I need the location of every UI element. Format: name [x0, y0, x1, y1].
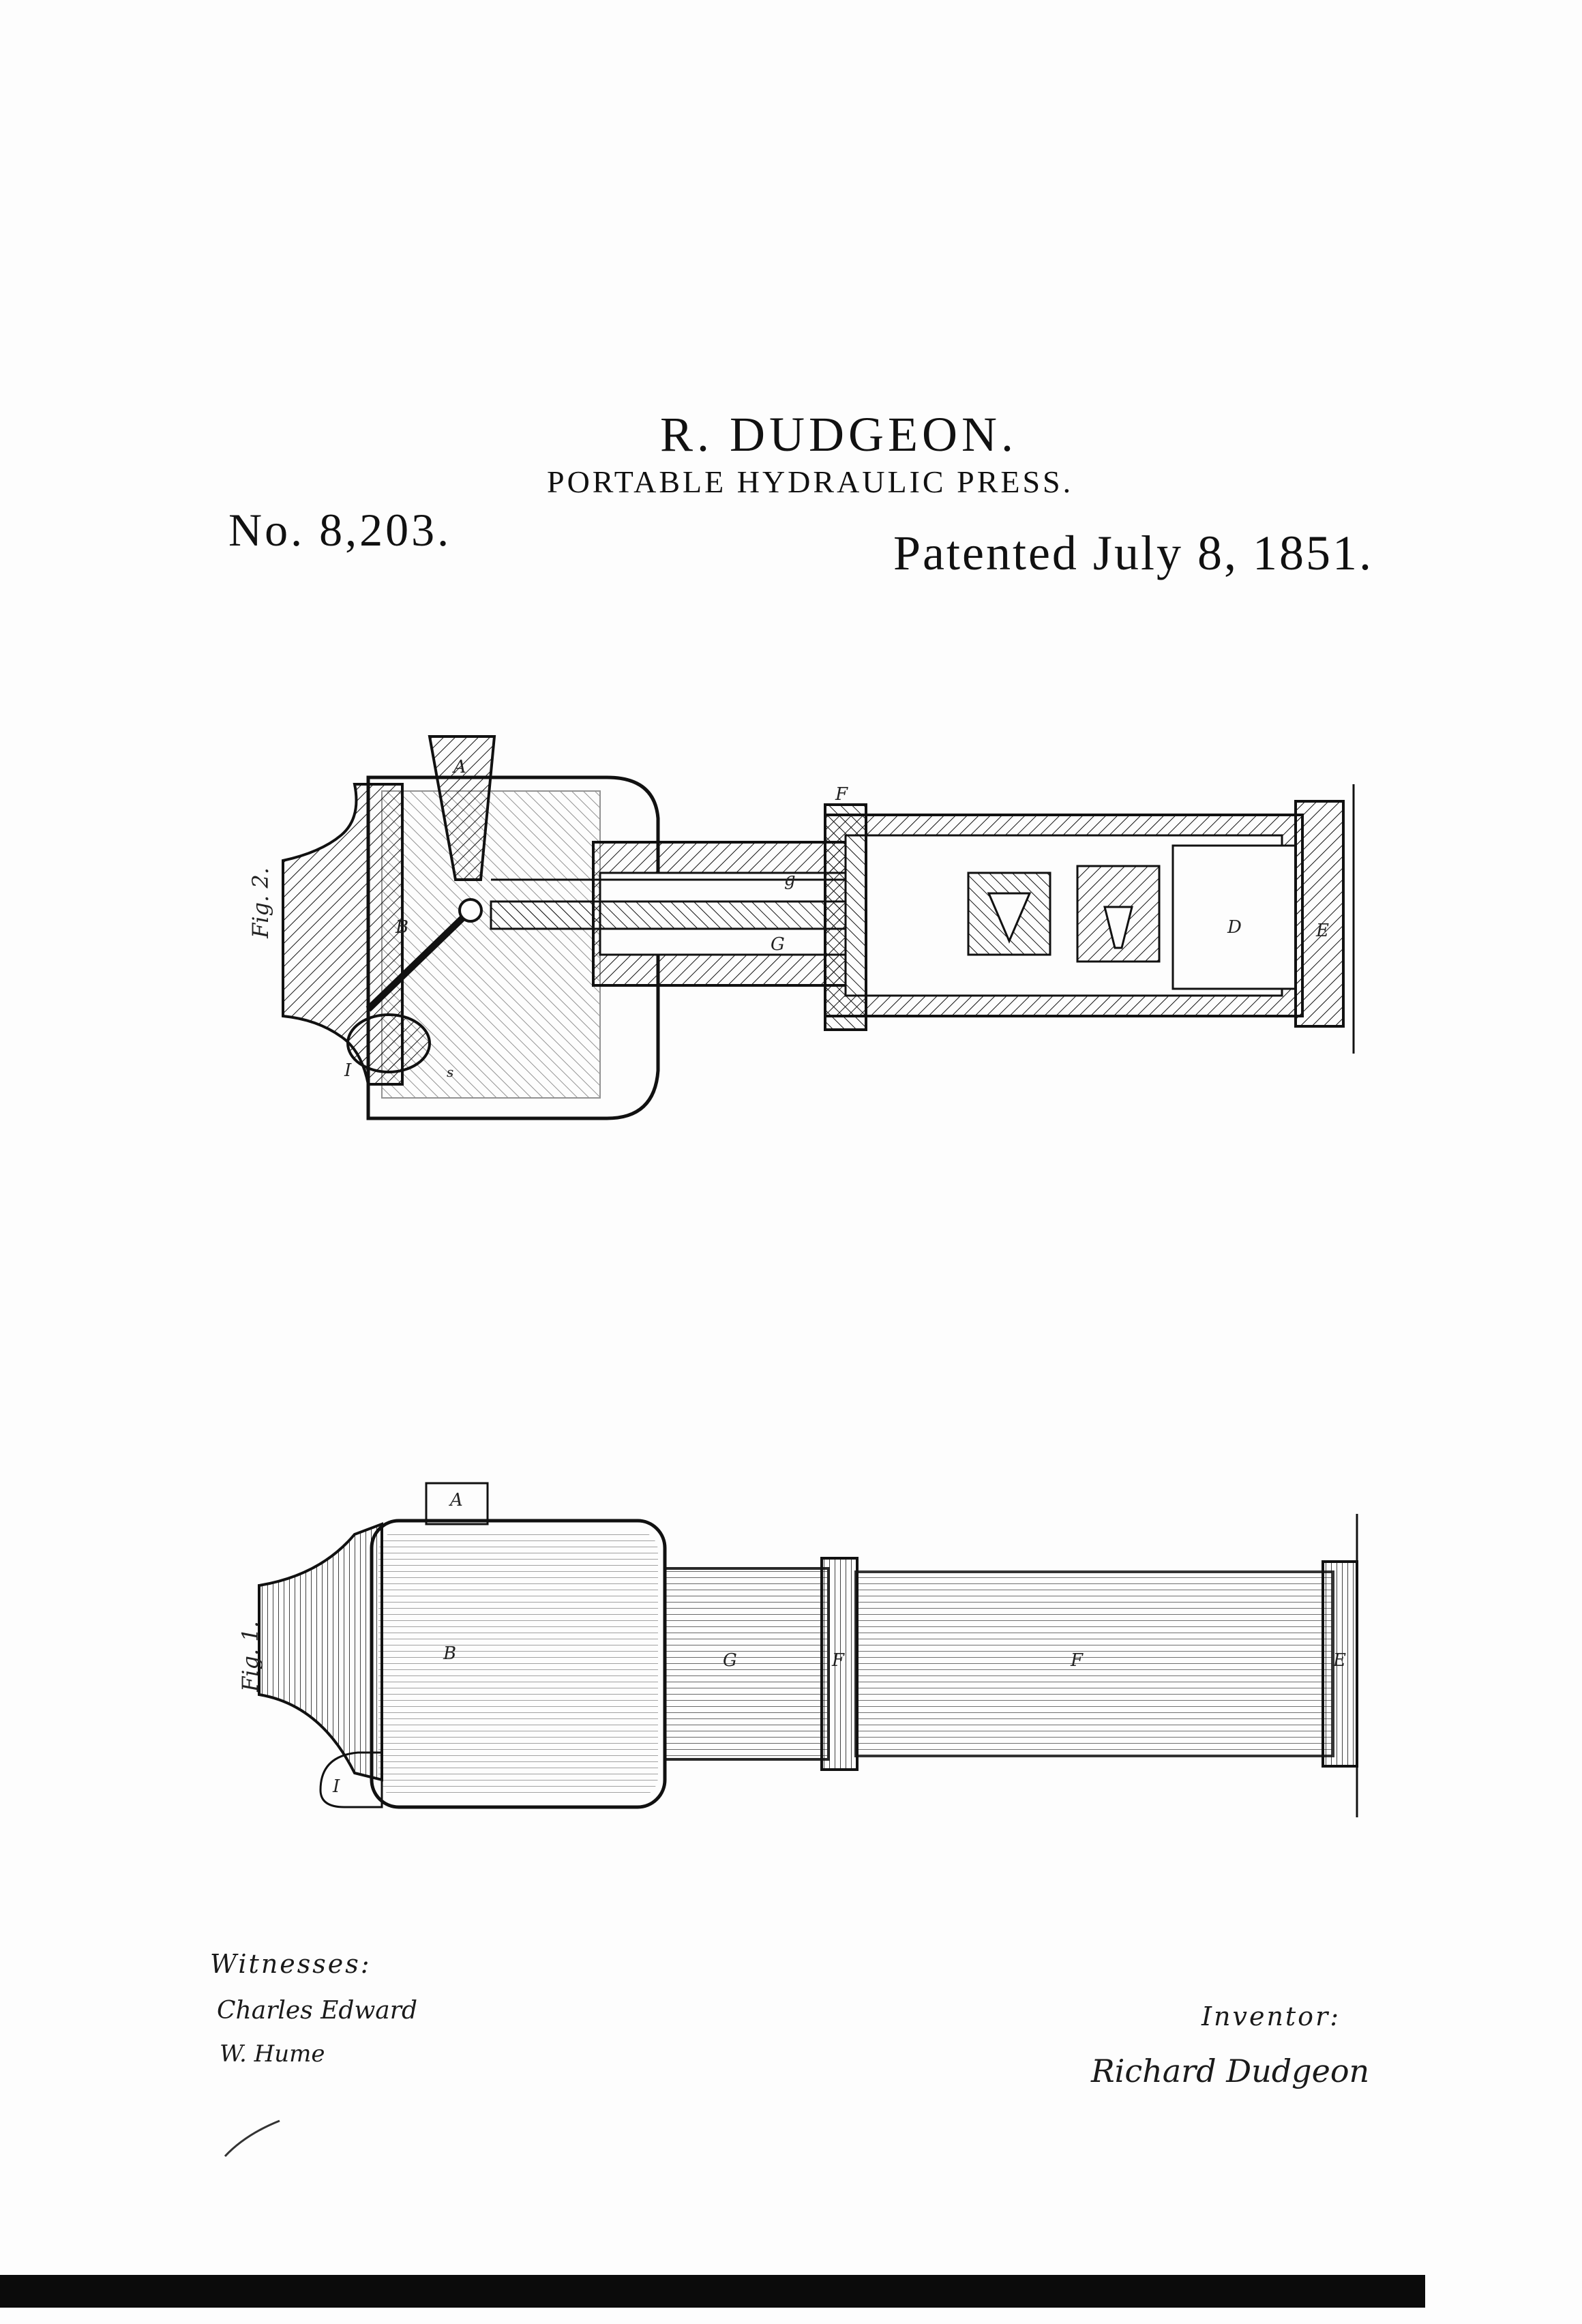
fig1-letter-f-collar: F — [832, 1650, 845, 1671]
fig2-letter-a: A — [453, 757, 466, 777]
witnesses-label: Witnesses: — [210, 1949, 372, 1979]
fig2-letter-g: G — [771, 934, 785, 955]
fig2-label: Fig. 2. — [247, 867, 273, 938]
fig1-barrel — [856, 1572, 1333, 1756]
inventor-label: Inventor: — [1202, 2001, 1341, 2031]
fig1-letter-a: A — [450, 1490, 463, 1510]
fig2-lever-grip — [348, 1015, 430, 1072]
fig2-letter-e: E — [1316, 921, 1329, 941]
fig2-letter-d: D — [1227, 917, 1242, 938]
fig1-label: Fig. 1. — [237, 1621, 263, 1692]
fig2-collar — [825, 805, 866, 1030]
fig1-letter-i: I — [333, 1776, 340, 1797]
fig2-letter-i: I — [344, 1060, 352, 1081]
witness-signature-2: W. Hume — [220, 2040, 325, 2068]
fig2-end-cap — [1296, 801, 1343, 1026]
figure-1-exterior-view — [259, 1483, 1357, 1817]
fig1-head-flare — [259, 1524, 382, 1780]
scan-border-bar — [0, 2275, 1425, 2308]
fig2-letter-g-lower: g — [784, 869, 796, 890]
witness-flourish — [225, 2121, 280, 2156]
patent-date: Patented July 8, 1851. — [893, 526, 1373, 580]
witness-signature-1: Charles Edward — [217, 1997, 417, 2025]
inventor-name: R. DUDGEON. — [660, 407, 1017, 462]
fig1-letter-e: E — [1333, 1650, 1346, 1671]
inventor-signature: Richard Dudgeon — [1091, 2053, 1370, 2089]
fig1-letter-f-barrel: F — [1071, 1650, 1084, 1671]
fig1-letter-b: B — [443, 1643, 457, 1664]
fig1-pump-tube — [665, 1568, 829, 1759]
fig2-letter-b: B — [395, 917, 409, 938]
figure-2-section-view — [283, 736, 1354, 1118]
patent-number: No. 8,203. — [228, 504, 452, 556]
patent-title: PORTABLE HYDRAULIC PRESS. — [547, 464, 1074, 499]
fig2-letter-s: s — [447, 1064, 454, 1080]
fig2-letter-f: F — [835, 784, 848, 805]
fig1-letter-g: G — [723, 1650, 737, 1671]
